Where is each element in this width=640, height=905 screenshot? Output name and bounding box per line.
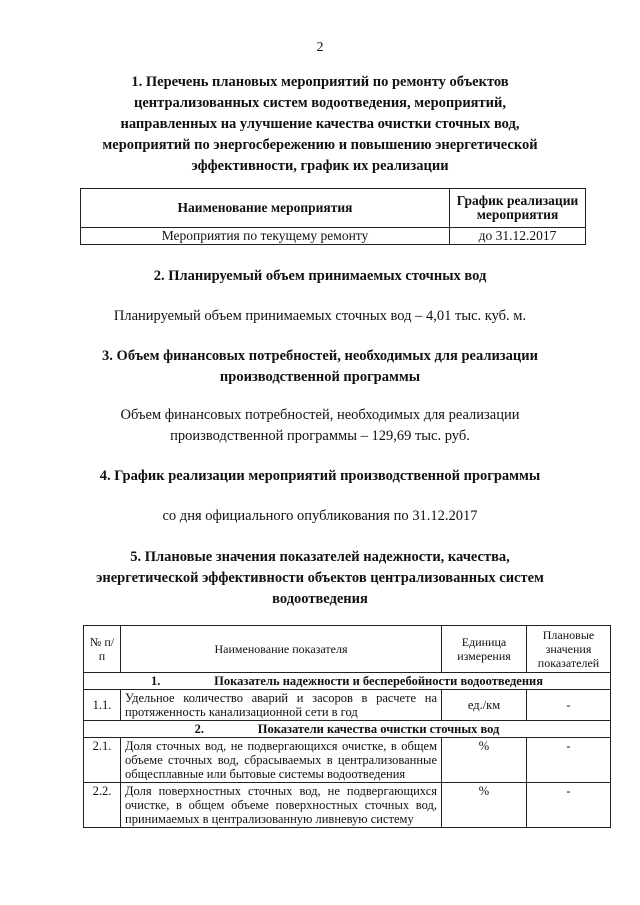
table-row: [81, 228, 586, 245]
section3-title: [0, 346, 640, 388]
section-number: 2.: [194, 722, 204, 736]
section1-title-line: направленных на улучшение качества очистки сточных вод,: [120, 116, 520, 132]
table-section-row: [84, 673, 611, 690]
header-number: № п/п: [84, 626, 121, 673]
section5-title-line: 5. Плановые значения показателей надежности, качества,: [130, 549, 510, 565]
table-row: [84, 783, 611, 828]
section-number: 1.: [150, 674, 161, 688]
indicator-unit: %: [442, 738, 527, 783]
section1-title-line: мероприятий по энергосбережению и повышению энергетической: [102, 137, 538, 153]
indicator-unit: ед./км: [442, 690, 527, 721]
schedule-cell: до 31.12.2017: [450, 228, 586, 245]
table-row: [84, 690, 611, 721]
table-header-row: [81, 189, 586, 228]
section3-text: [0, 405, 640, 447]
activity-name-cell: Мероприятия по текущему ремонту: [81, 228, 450, 245]
section5-title-line: водоотведения: [272, 591, 368, 607]
header-indicator-name: Наименование показателя: [121, 626, 442, 673]
row-number: 2.1.: [84, 738, 121, 783]
section4-text: со дня официального опубликования по 31.12.2017: [162, 508, 478, 524]
activities-table: [80, 188, 586, 245]
indicator-name: Доля сточных вод, не подвергающихся очистке, в общем объеме сточных вод, сбрасываемых в централизованные общесплавные или бытовые системы водоотведения: [121, 738, 442, 783]
row-number: 2.2.: [84, 783, 121, 828]
section2-text: Планируемый объем принимаемых сточных вод – 4,01 тыс. куб. м.: [113, 308, 527, 324]
section3-title-line: производственной программы: [219, 369, 421, 385]
section1-title-line: 1. Перечень плановых мероприятий по ремонту объектов: [131, 74, 509, 90]
header-unit: Единица измерения: [442, 626, 527, 673]
header-planned-value: Плановые значения показателей: [527, 626, 611, 673]
indicators-table: [83, 625, 611, 828]
table-header-row: [84, 626, 611, 673]
section4-title: 4. График реализации мероприятий производственной программы: [99, 468, 541, 484]
header-activity-name: Наименование мероприятия: [81, 189, 450, 228]
indicator-name: Удельное количество аварий и засоров в расчете на протяженность канализационной сети в год: [121, 690, 442, 721]
section3-text-line: Объем финансовых потребностей, необходимых для реализации: [120, 407, 520, 423]
table-section-row: [84, 721, 611, 738]
section5-title-line: энергетической эффективности объектов централизованных систем: [96, 570, 544, 586]
row-number: 1.1.: [84, 690, 121, 721]
indicator-name: Доля поверхностных сточных вод, не подвергающихся очистке, в общем объеме поверхностных сточных вод, принимаемых в централизованную ливневую систему: [121, 783, 442, 828]
section-title-cell: [84, 721, 611, 738]
section-title-cell: [84, 673, 611, 690]
section1-title-line: централизованных систем водоотведения, мероприятий,: [134, 95, 506, 111]
indicator-value: -: [527, 690, 611, 721]
section3-text-line: производственной программы – 129,69 тыс. руб.: [170, 428, 470, 444]
section2-title: 2. Планируемый объем принимаемых сточных вод: [153, 268, 487, 284]
section1-title-line: эффективности, график их реализации: [191, 158, 449, 174]
section5-title: [0, 547, 640, 610]
section1-title: [0, 72, 640, 177]
section-title: Показатели качества очистки сточных вод: [257, 722, 500, 736]
indicator-value: -: [527, 783, 611, 828]
header-schedule: График реализации мероприятия: [450, 189, 586, 228]
indicator-unit: %: [442, 783, 527, 828]
section-title: Показатель надежности и бесперебойности водоотведения: [214, 674, 544, 688]
indicator-value: -: [527, 738, 611, 783]
section3-title-line: 3. Объем финансовых потребностей, необходимых для реализации: [102, 348, 538, 364]
page-number: 2: [316, 40, 324, 55]
table-row: [84, 738, 611, 783]
